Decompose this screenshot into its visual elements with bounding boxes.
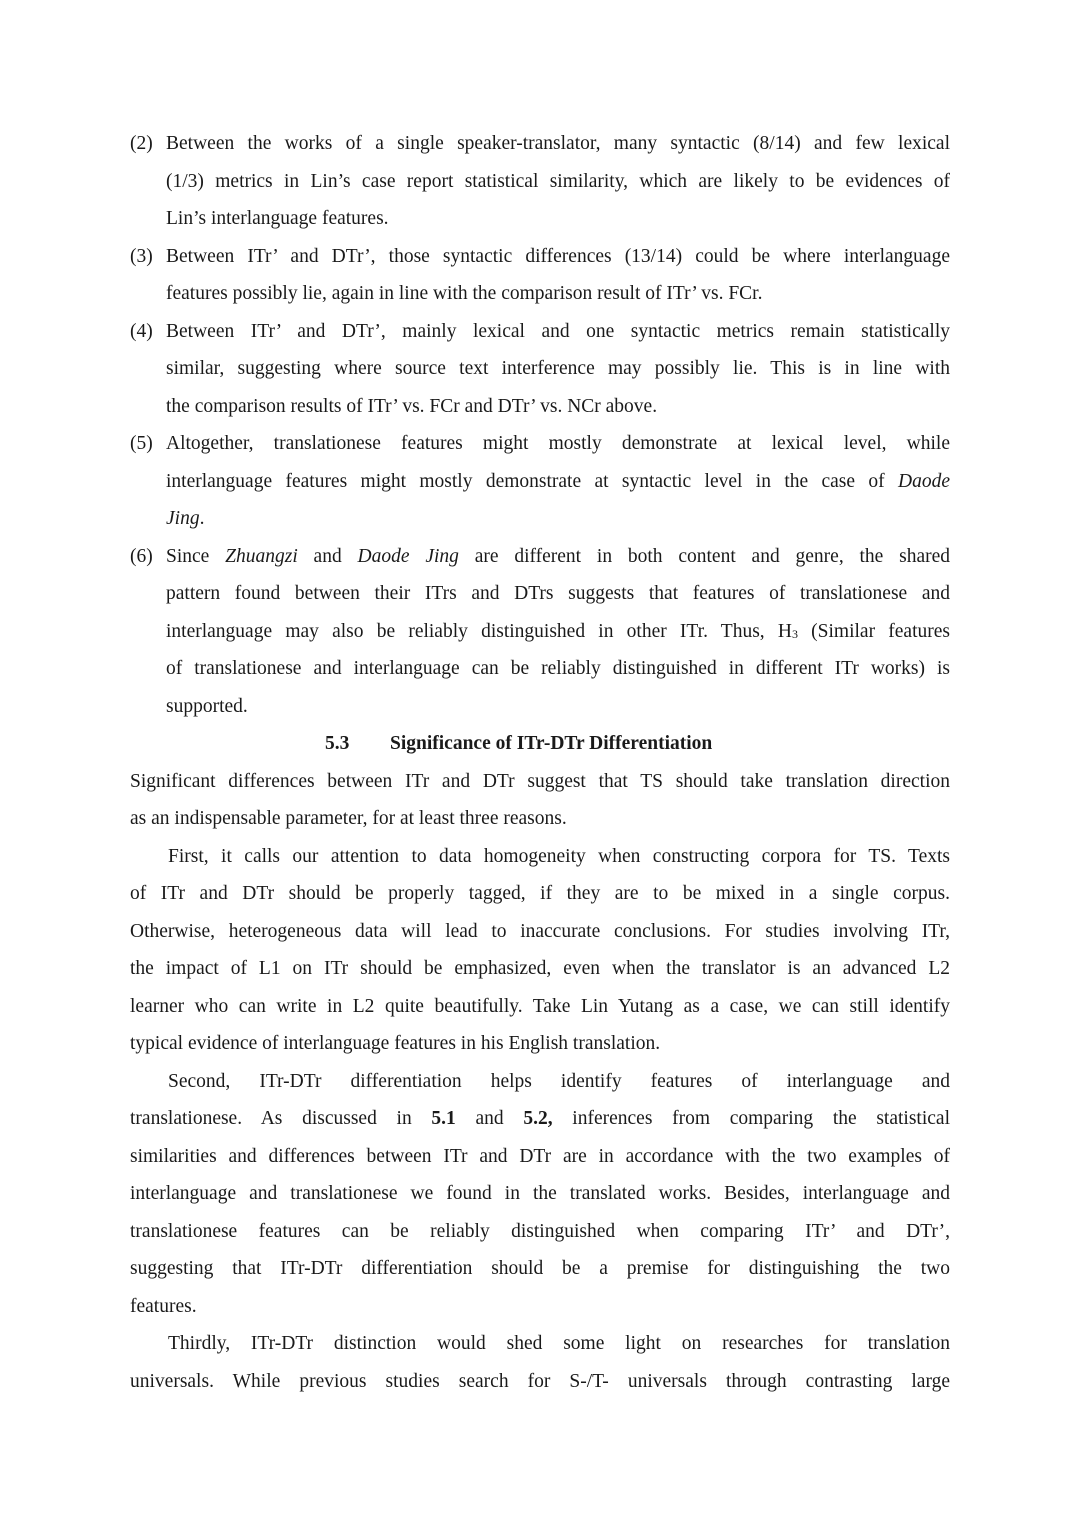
text-segment: (1/3) metrics in Lin’s case report statistical similarity, which are likely to be evidences of xyxy=(166,170,950,192)
list-item xyxy=(0,238,1080,313)
text-line xyxy=(166,350,950,388)
text-line xyxy=(130,1288,950,1326)
text-segment: the impact of L1 on ITr should be emphasized, even when the translator is an advanced L2 xyxy=(130,958,950,979)
text-segment: features. xyxy=(130,1295,197,1317)
text-segment: typical evidence of interlanguage features in his English translation. xyxy=(130,1033,661,1054)
text-line xyxy=(130,875,950,913)
text-segment: similar, suggesting where source text interference may possibly lie. This is in line with xyxy=(166,358,950,379)
text-line xyxy=(130,988,950,1026)
text-line xyxy=(130,763,950,801)
text-segment: interlanguage features might mostly demonstrate at syntactic level in the case of xyxy=(166,470,898,492)
text-segment: Significant differences between ITr and DTr suggest that TS should take translation direction xyxy=(130,770,950,792)
text-line xyxy=(166,275,950,313)
text-segment: and xyxy=(297,545,358,567)
list-number: (6) xyxy=(130,545,153,567)
body-text xyxy=(0,763,1080,1401)
text-line xyxy=(166,688,950,726)
text-line xyxy=(166,388,950,426)
list-item xyxy=(0,538,1080,726)
text-line xyxy=(166,163,950,201)
text-line xyxy=(168,1325,950,1363)
text-segment: inferences from comparing the statistical xyxy=(552,1108,950,1129)
text-segment: First, it calls our attention to data homogeneity when constructing corpora for TS. Texts xyxy=(168,845,950,867)
text-segment: supported. xyxy=(166,695,248,717)
text-line xyxy=(130,1213,950,1251)
text-segment: interlanguage and translationese we found in the translated works. Besides, interlanguage and xyxy=(130,1183,950,1204)
subscript: 3 xyxy=(791,626,798,641)
list-number: (3) xyxy=(130,245,153,267)
text-line xyxy=(130,1100,950,1138)
text-segment: the comparison results of ITr’ vs. FCr and DTr’ vs. NCr above. xyxy=(166,395,658,417)
text-line xyxy=(166,463,950,501)
paragraph xyxy=(0,1063,1080,1326)
text-line xyxy=(166,650,950,688)
list-item xyxy=(0,125,1080,238)
text-line xyxy=(168,1063,950,1101)
paragraph xyxy=(0,838,1080,1063)
list-number: (4) xyxy=(130,320,153,342)
text-line xyxy=(130,1250,950,1288)
text-line xyxy=(130,1138,950,1176)
bold-reference: 5.2, xyxy=(523,1108,553,1129)
text-segment: as an indispensable parameter, for at least three reasons. xyxy=(130,808,567,829)
italic-text: Daode Jing xyxy=(357,545,459,567)
text-line xyxy=(168,838,950,876)
section-number: 5.3 xyxy=(325,733,350,754)
text-segment: similarities and differences between ITr and DTr are in accordance with the two examples of xyxy=(130,1145,950,1167)
text-line xyxy=(130,1363,950,1401)
italic-text: Daode xyxy=(898,470,950,492)
text-line xyxy=(166,125,950,163)
list-item xyxy=(0,425,1080,538)
text-segment: Between the works of a single speaker-translator, many syntactic (8/14) and few lexical xyxy=(166,133,950,154)
text-line xyxy=(166,500,950,538)
text-line xyxy=(166,313,950,351)
text-segment: Thirdly, ITr-DTr distinction would shed some light on researches for translation xyxy=(168,1333,950,1354)
list-number: (5) xyxy=(130,433,153,454)
text-line xyxy=(166,575,950,613)
text-segment: of translationese and interlanguage can be reliably distinguished in different ITr works) is xyxy=(166,658,950,679)
text-segment: Altogether, translationese features might mostly demonstrate at lexical level, while xyxy=(166,433,950,454)
text-segment: suggesting that ITr-DTr differentiation should be a premise for distinguishing the two xyxy=(130,1258,950,1279)
text-line xyxy=(130,1175,950,1213)
text-segment: are different in both content and genre, the shared xyxy=(458,545,951,567)
list-item xyxy=(0,313,1080,426)
text-segment: Otherwise, heterogeneous data will lead to inaccurate conclusions. For studies involving ITr, xyxy=(130,920,950,942)
text-line xyxy=(166,613,950,651)
text-segment: pattern found between their ITrs and DTrs suggests that features of translationese and xyxy=(166,583,950,604)
text-line xyxy=(130,800,950,838)
italic-text: Zhuangzi xyxy=(225,545,298,567)
text-segment: Between ITr’ and DTr’, mainly lexical and one syntactic metrics remain statistically xyxy=(166,320,950,342)
text-segment: Since xyxy=(166,545,226,567)
text-line xyxy=(166,425,950,463)
italic-text: Jing xyxy=(166,508,200,529)
text-line xyxy=(130,950,950,988)
text-segment: Lin’s interlanguage features. xyxy=(166,208,389,229)
section-heading xyxy=(0,725,1080,763)
text-segment: . xyxy=(199,508,205,529)
text-segment: Second, ITr-DTr differentiation helps identify features of interlanguage and xyxy=(168,1070,950,1092)
text-line xyxy=(166,238,950,276)
document-page xyxy=(0,125,1080,1400)
text-segment: universals. While previous studies search for S-/T- universals through contrasting large xyxy=(130,1370,950,1392)
section-title: Significance of ITr-DTr Differentiation xyxy=(390,733,713,754)
text-segment: translationese. As discussed in xyxy=(130,1108,432,1129)
text-line xyxy=(130,1025,950,1063)
text-segment: (Similar features xyxy=(797,620,950,642)
text-line xyxy=(166,200,950,238)
text-segment: learner who can write in L2 quite beautifully. Take Lin Yutang as a case, we can still identify xyxy=(130,995,950,1017)
list-number: (2) xyxy=(130,133,153,154)
text-line xyxy=(166,538,950,576)
bold-reference: 5.1 xyxy=(431,1108,456,1129)
numbered-list xyxy=(0,125,1080,725)
text-segment: of ITr and DTr should be properly tagged, if they are to be mixed in a single corpus. xyxy=(130,883,950,904)
paragraph xyxy=(0,1325,1080,1400)
text-line xyxy=(130,913,950,951)
text-segment: interlanguage may also be reliably distinguished in other ITr. Thus, H xyxy=(166,620,792,642)
text-segment: Between ITr’ and DTr’, those syntactic differences (13/14) could be where interlanguage xyxy=(166,245,950,267)
paragraph xyxy=(0,763,1080,838)
text-segment: translationese features can be reliably distinguished when comparing ITr’ and DTr’, xyxy=(130,1220,950,1242)
text-segment: features possibly lie, again in line with the comparison result of ITr’ vs. FCr. xyxy=(166,283,763,304)
text-segment: and xyxy=(455,1108,524,1129)
